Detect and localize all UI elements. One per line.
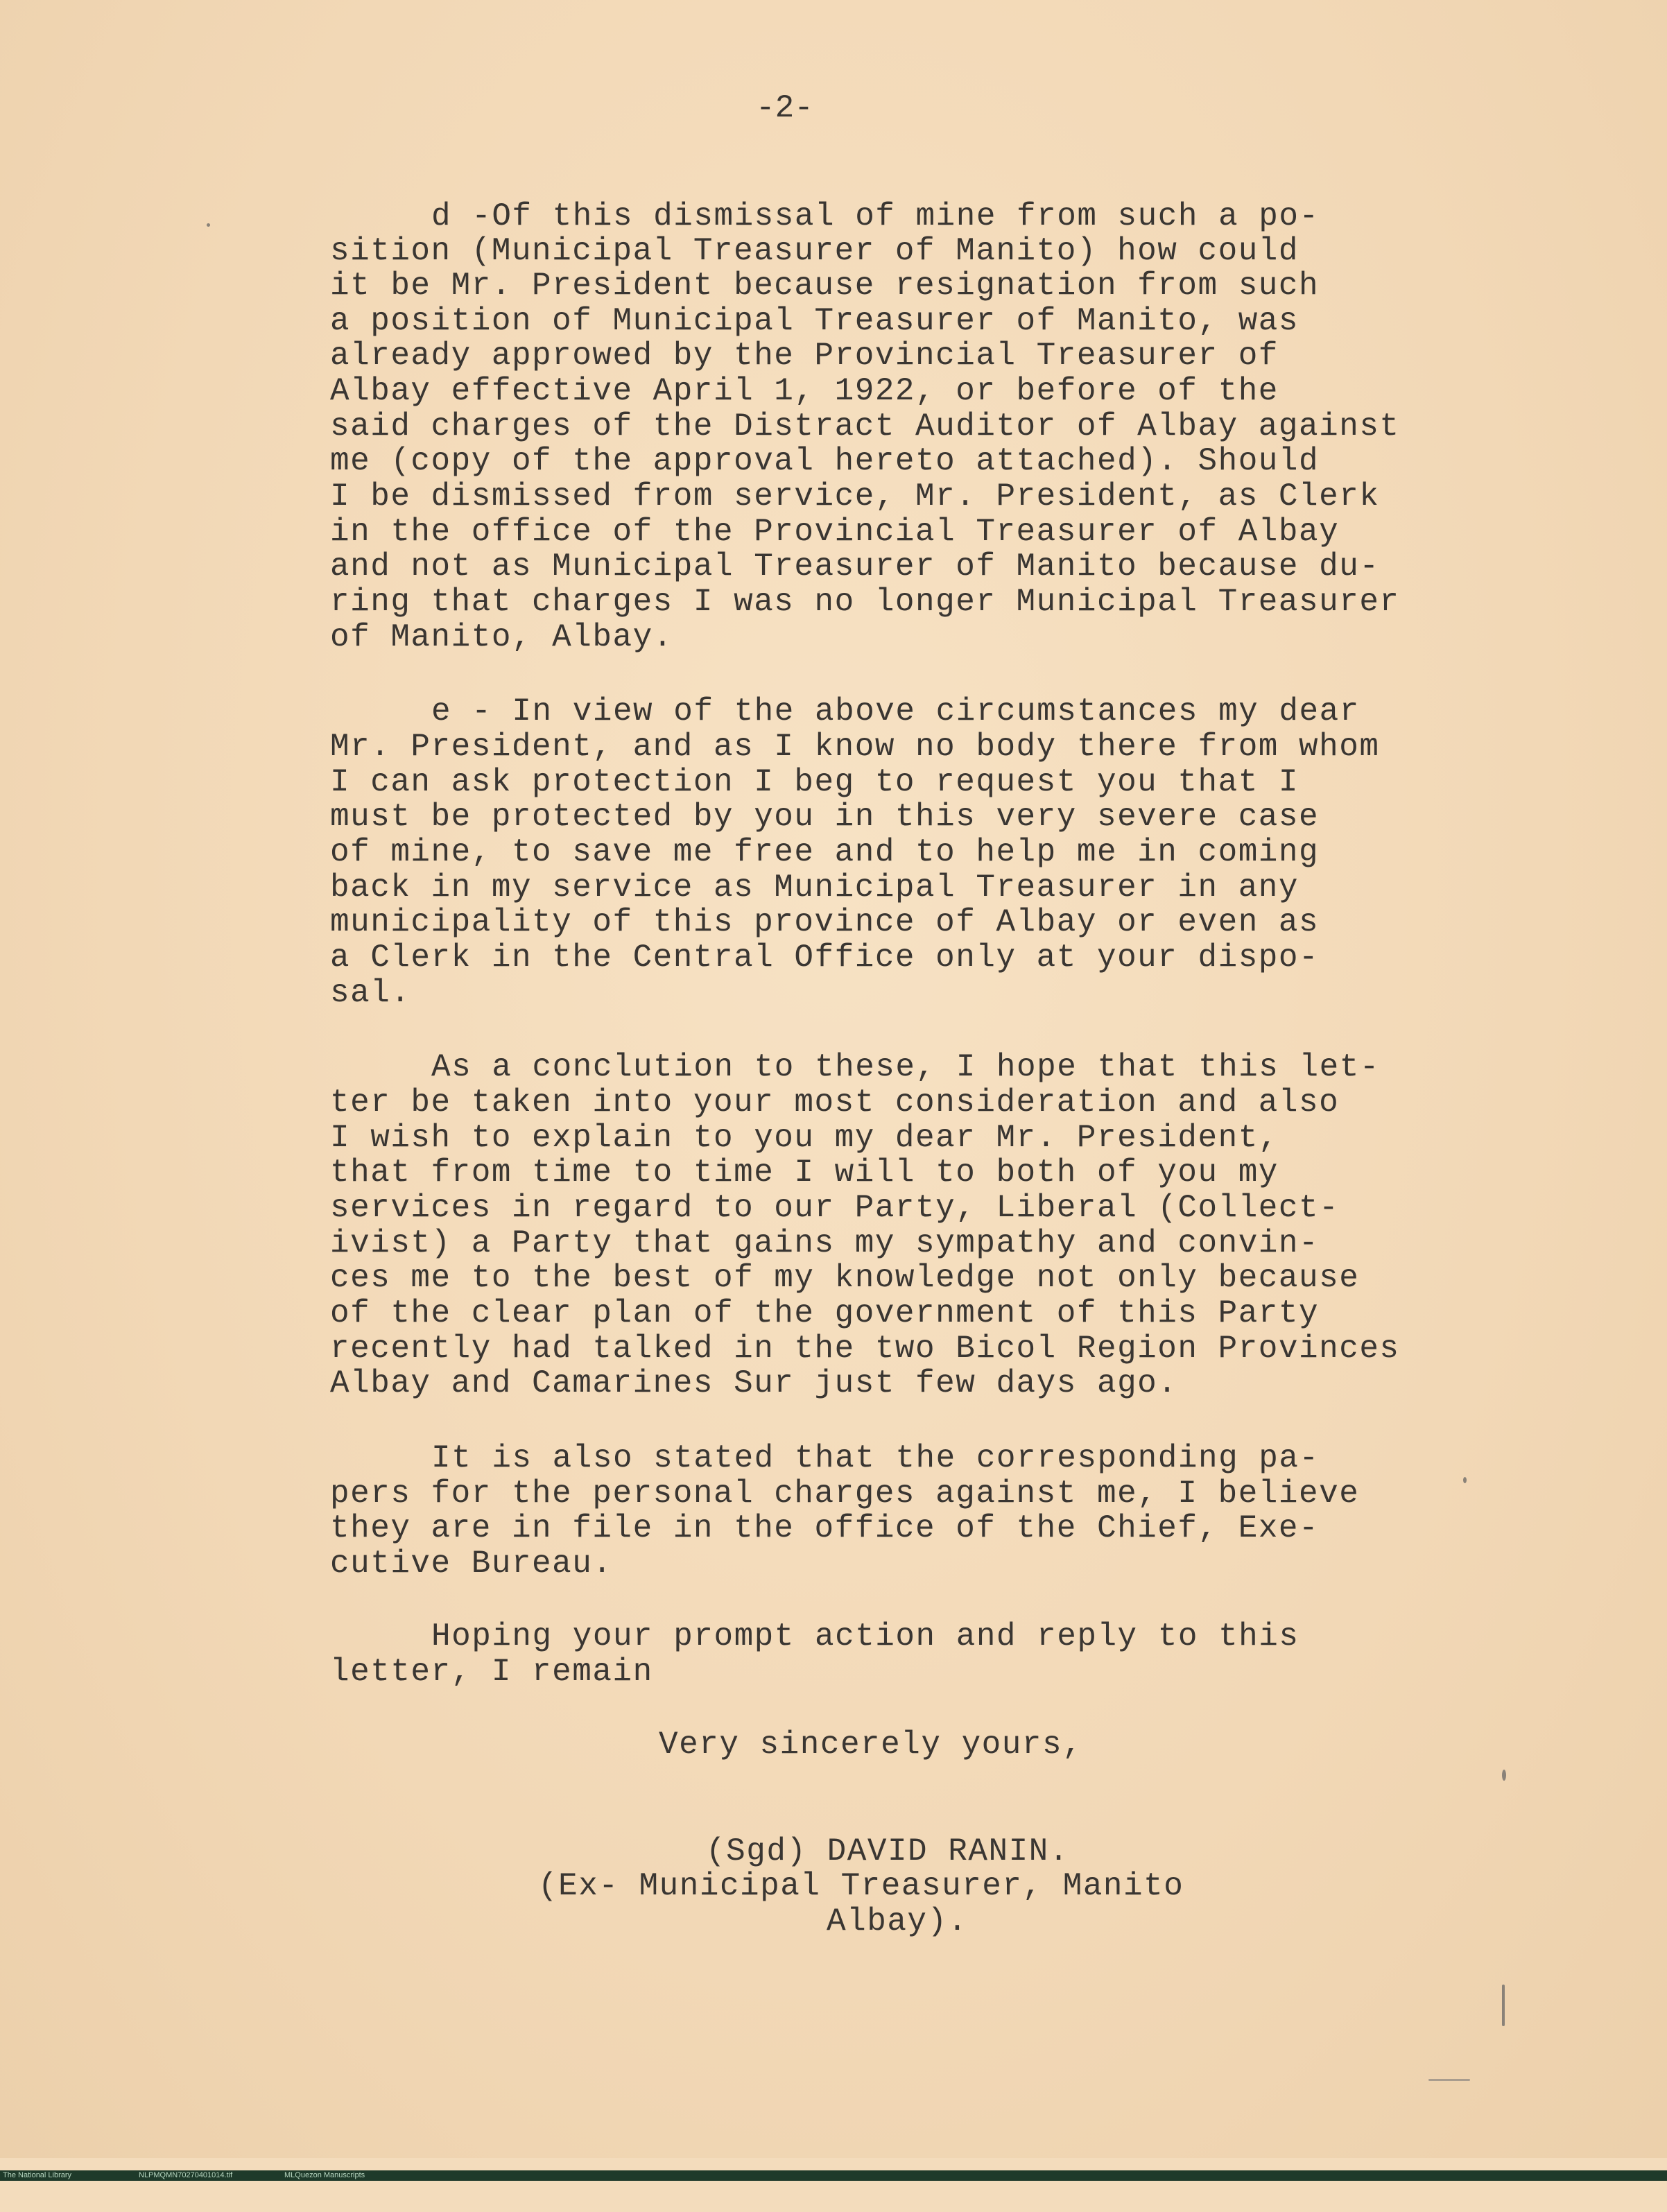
archive-footer xyxy=(0,2170,1667,2181)
paragraph-d-line: in the office of the Provincial Treasurer of Albay xyxy=(330,514,1340,550)
paragraph-e-line: municipality of this province of Albay or even as xyxy=(330,904,1320,940)
paragraph-conclusion-line: ivist) a Party that gains my sympathy and convin- xyxy=(330,1225,1320,1261)
scan-speck xyxy=(1428,2079,1470,2081)
page-number: -2- xyxy=(756,90,813,126)
paragraph-papers-line: pers for the personal charges against me, I believe xyxy=(330,1476,1360,1512)
paragraph-conclusion-line: recently had talked in the two Bicol Region Provinces xyxy=(330,1331,1400,1367)
paragraph-papers-line: cutive Bureau. xyxy=(330,1546,613,1582)
paragraph-closing-line: Hoping your prompt action and reply to this xyxy=(431,1618,1299,1654)
paragraph-e-line: sal. xyxy=(330,975,411,1011)
paragraph-d-line: it be Mr. President because resignation from such xyxy=(330,268,1320,304)
paragraph-papers-line: they are in file in the office of the Chief, Exe- xyxy=(330,1510,1320,1546)
paragraph-conclusion-line: I wish to explain to you my dear Mr. President, xyxy=(330,1120,1279,1156)
signature-title: (Ex- Municipal Treasurer, Manito xyxy=(538,1868,1184,1904)
paragraph-closing-line: letter, I remain xyxy=(330,1654,653,1690)
paragraph-d-line: of Manito, Albay. xyxy=(330,619,673,655)
paragraph-d-line: a position of Municipal Treasurer of Manito, was xyxy=(330,303,1299,339)
scan-speck xyxy=(1502,1985,1505,2026)
footer-library: The National Library xyxy=(3,2171,72,2179)
paragraph-d-line: sition (Municipal Treasurer of Manito) how could xyxy=(330,233,1299,269)
paragraph-d-line: ring that charges I was no longer Municipal Treasurer xyxy=(330,584,1400,620)
paragraph-conclusion-line: ter be taken into your most consideration and also xyxy=(330,1085,1340,1121)
paragraph-d-line: me (copy of the approval hereto attached). Should xyxy=(330,443,1320,479)
scan-speck xyxy=(1502,1770,1506,1781)
paragraph-d-line: I be dismissed from service, Mr. President, as Clerk xyxy=(330,478,1380,515)
paragraph-e-line: of mine, to save me free and to help me in coming xyxy=(330,834,1320,870)
paragraph-d-line: and not as Municipal Treasurer of Manito because du- xyxy=(330,548,1380,585)
paragraph-conclusion-line: ces me to the best of my knowledge not only because xyxy=(330,1260,1360,1296)
paragraph-e-line: back in my service as Municipal Treasurer in any xyxy=(330,870,1299,906)
signature-location: Albay). xyxy=(827,1903,968,1939)
paragraph-conclusion-line: Albay and Camarines Sur just few days ago. xyxy=(330,1365,1178,1401)
paragraph-conclusion-line: As a conclution to these, I hope that this let- xyxy=(431,1049,1380,1085)
paragraph-conclusion-line: services in regard to our Party, Liberal (Collect- xyxy=(330,1190,1340,1226)
footer-file: NLPMQMN70270401014.tif xyxy=(139,2171,233,2179)
signature-name: (Sgd) DAVID RANIN. xyxy=(706,1833,1069,1869)
scan-speck xyxy=(1463,1477,1467,1483)
paragraph-d-line: already approwed by the Provincial Treasurer of xyxy=(330,338,1279,374)
paragraph-e-line: a Clerk in the Central Office only at your dispo- xyxy=(330,940,1320,976)
paragraph-d-line: said charges of the Distract Auditor of Albay against xyxy=(330,408,1400,444)
paragraph-d-line: Albay effective April 1, 1922, or before of the xyxy=(330,373,1279,409)
paragraph-e-line: I can ask protection I beg to request you that I xyxy=(330,764,1299,800)
scan-speck xyxy=(207,223,210,227)
valediction: Very sincerely yours, xyxy=(659,1727,1083,1763)
paragraph-conclusion-line: of the clear plan of the government of this Party xyxy=(330,1295,1320,1331)
paragraph-conclusion-line: that from time to time I will to both of you my xyxy=(330,1155,1279,1191)
paragraph-d-line: d -Of this dismissal of mine from such a po- xyxy=(431,198,1320,234)
paragraph-papers-line: It is also stated that the corresponding pa- xyxy=(431,1440,1320,1476)
paragraph-e-line: e - In view of the above circumstances my dear xyxy=(431,693,1360,729)
paragraph-e-line: must be protected by you in this very severe case xyxy=(330,799,1320,835)
paragraph-e-line: Mr. President, and as I know no body there from whom xyxy=(330,729,1380,765)
footer-collection: MLQuezon Manuscripts xyxy=(284,2171,365,2179)
